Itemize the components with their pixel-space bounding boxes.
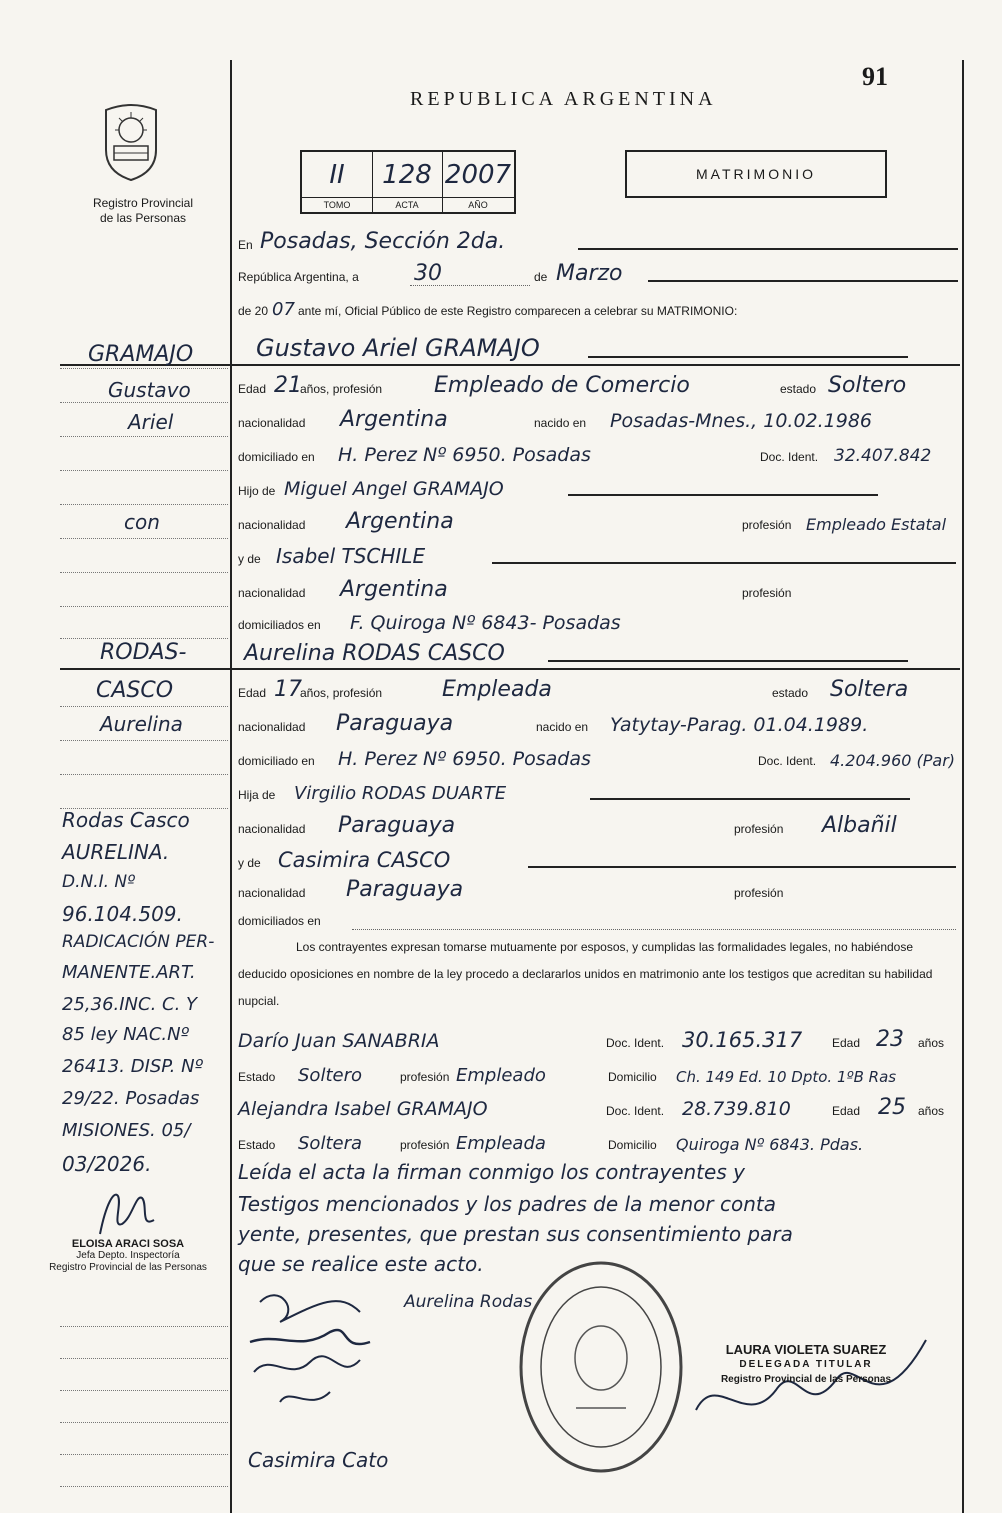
witness1-row: Darío Juan SANABRIA Doc. Ident. 30.165.317 Edad 23 años: [238, 1027, 945, 1052]
margin-groom-name2: Ariel: [128, 410, 174, 434]
groom-parents-address-row: domiciliados en F. Quiroga Nº 6843- Posadas: [238, 612, 621, 634]
closing-line-4: que se realice este acto.: [238, 1252, 484, 1276]
year-row: de 20 07 ante mí, Oficial Público de este Registro comparecen a celebrar su MATRIMONIO:: [238, 299, 738, 320]
round-official-seal-icon: [516, 1258, 686, 1476]
declaration-text: Los contrayentes expresan tomarse mutuamente por esposos, y cumplidas las formalidades legales, no habiéndose deducido oposiciones en nombre de la ley procedo a declararlos unidos en matrimonio ante los testigos que acreditan su habilidad nupcial.: [238, 940, 933, 1008]
closing-line-3: yente, presentes, que prestan sus consentimiento para: [238, 1222, 793, 1246]
year-value: 07: [272, 299, 295, 320]
right-border-line: [962, 60, 964, 1513]
mother-signature: Casimira Cato: [248, 1448, 389, 1472]
groom-father-nat-row: nacionalidad Argentina profesión Empleado Estatal: [238, 509, 947, 534]
groom-full-name: Gustavo Ariel GRAMAJO: [256, 334, 540, 362]
bride-mother-row: y de Casimira CASCO: [238, 846, 960, 874]
groom-father-row: Hijo de Miguel Angel GRAMAJO: [238, 474, 960, 502]
groom-mother-row: y de Isabel TSCHILE: [238, 542, 960, 570]
delegate-stamp: LAURA VIOLETA SUAREZ DELEGADA TITULAR Registro Provincial de las Personas: [720, 1342, 892, 1385]
place-value: Posadas, Sección 2da.: [260, 229, 506, 254]
bride-mother-nat-row: nacionalidad Paraguaya profesión: [238, 877, 784, 902]
signatures-scribble-icon: [240, 1282, 400, 1422]
record-number-box: [300, 150, 516, 214]
inspector-stamp: ELOISA ARACI SOSA Jefa Depto. Inspectoría Registro Provincial de las Personas: [49, 1238, 207, 1273]
witness1-details-row: Estado Soltero profesión Empleado Domicilio Ch. 149 Ed. 10 Dpto. 1ºB Ras: [238, 1065, 897, 1086]
bride-parents-address-row: domiciliados en: [238, 904, 960, 932]
witness2-details-row: Estado Soltera profesión Empleada Domicilio Quiroga Nº 6843. Pdas.: [238, 1133, 864, 1154]
margin-connector: con: [124, 510, 160, 534]
groom-address-row: domiciliado en H. Perez Nº 6950. Posadas Doc. Ident. 32.407.842: [238, 444, 932, 466]
margin-bride-name: Aurelina: [100, 712, 183, 736]
bride-name-row: [238, 636, 960, 668]
groom-name-row: [238, 332, 960, 364]
margin-bride-surname1: RODAS-: [100, 640, 187, 665]
act-type-box: MATRIMONIO: [625, 150, 887, 198]
page-number: 91: [862, 62, 888, 91]
margin-divider-line: [230, 60, 232, 1513]
marriage-certificate-page: 91 REPUBLICA ARGENTINA Registro Provincial de las Personas II TOMO 128 ACTA 2007 AÑO MATRIMONIO En Posadas, Sección 2da. República Argentina, a 30 de Marzo de 20 07 ante mí, Oficial Público de este Registro comparecen a celebrar su MATRIMONIO: Gustavo Ariel GRAMAJO Edad 21 años, profesión Empleado de Comercio estado Soltero nacionalidad Argentina nacido en Posadas-Mnes., 10.02.1986 domiciliado en H. Perez Nº 6950. Posadas Doc. Ident. 32.407.842 Hijo de Miguel Angel GRAMAJO nacionalidad Argentina profesión Empleado Estatal y de Isabel TSCHILE nacionalidad Argentina profesión domiciliados en F. Quiroga Nº 6843- Posadas Aurelina RODAS CASCO Edad 17 años, profesión Empleada estado Soltera nacionalidad Paraguaya nacido en Yatytay-Parag. 01.04.1989. domiciliado en H. Perez Nº 6950. Posadas Doc. Ident. 4.204.960 (Par) Hija de Virgilio RODAS DUARTE nacionalidad Paraguaya profesión Albañil y de Casimira CASCO nacionalidad Paraguaya profesión domiciliados en Los contrayentes expresan tomarse mutuamente por esposos, y cumplidas las formalidades legales, no habiéndose deducido oposiciones en nombre de la ley procedo a declararlos unidos en matrimonio ante los testigos que acreditan su habilidad nupcial. Darío Juan SANABRIA Doc. Ident. 30.165.317 Edad 23 años Estado Soltero profesión Empleado Domicilio Ch. 149 Ed. 10 Dpto. 1ºB Ras Alejandra Isabel GRAMAJO Doc. Ident. 28.739.810 Edad 25 años Estado Soltera profesión Empleada Domicilio Quiroga Nº 6843. Pdas. Leída el acta la firman conmigo los contrayentes y Testigos mencionados y los padres de la menor conta yente, presentes, que prestan sus consentimiento para que se realice este acto. GRAMAJO Gustavo Ariel con RODAS- CASCO Aurelina Rodas Casco AURELINA. D.N.I. Nº 96.104.509. RADICACIÓN PER- MANENTE.ART. 25,36.INC. C. Y 85 ley NAC.Nº 26413. DISP. Nº 29/22. Posadas MISIONES. 05/ 03/2026. ELOISA ARACI SOSA Jefa Depto. Inspectoría Registro Provincial de las Personas Aurelina Rodas Casimira Cato LAURA VIOLETA SUAREZ DELEGADA TITULAR Registro Provincial de las Personas: [0, 0, 1002, 1513]
inspector-signature-icon: [92, 1184, 162, 1240]
date-row: República Argentina, a 30 de Marzo: [238, 260, 960, 288]
day-value: 30: [414, 261, 442, 286]
country-title: REPUBLICA ARGENTINA: [410, 88, 717, 110]
month-value: Marzo: [556, 261, 623, 286]
registry-name: Registro Provincial de las Personas: [92, 196, 194, 225]
bride-nationality-row: nacionalidad Paraguaya nacido en Yatytay-Parag. 01.04.1989.: [238, 711, 869, 736]
groom-profession: Empleado de Comercio: [434, 373, 690, 398]
closing-line-2: Testigos mencionados y los padres de la menor conta: [238, 1192, 776, 1216]
bride-address-row: domiciliado en H. Perez Nº 6950. Posadas Doc. Ident. 4.204.960 (Par): [238, 748, 956, 770]
provincial-seal-icon: [100, 100, 162, 182]
groom-age-row: Edad 21 años, profesión Empleado de Comercio estado Soltero: [238, 373, 907, 398]
place-row: En Posadas, Sección 2da.: [238, 228, 960, 256]
margin-groom-name1: Gustavo: [108, 378, 191, 402]
witness2-row: Alejandra Isabel GRAMAJO Doc. Ident. 28.739.810 Edad 25 años: [238, 1095, 945, 1120]
bride-signature: Aurelina Rodas: [404, 1292, 533, 1312]
anio-cell: 2007 AÑO: [442, 152, 514, 212]
closing-line-1: Leída el acta la firman conmigo los contrayentes y: [238, 1160, 745, 1184]
tomo-cell: II TOMO: [302, 152, 373, 212]
acta-cell: 128 ACTA: [372, 152, 443, 212]
groom-nationality-row: nacionalidad Argentina nacido en Posadas-Mnes., 10.02.1986: [238, 407, 873, 432]
margin-groom-surname: GRAMAJO: [88, 342, 194, 367]
margin-bride-surname2: CASCO: [96, 678, 174, 703]
bride-father-row: Hija de Virgilio RODAS DUARTE: [238, 778, 960, 806]
bride-father-nat-row: nacionalidad Paraguaya profesión Albañil: [238, 813, 897, 838]
bride-full-name: Aurelina RODAS CASCO: [244, 641, 505, 666]
bride-age-row: Edad 17 años, profesión Empleada estado Soltera: [238, 677, 909, 702]
groom-mother-nat-row: nacionalidad Argentina profesión: [238, 577, 792, 602]
